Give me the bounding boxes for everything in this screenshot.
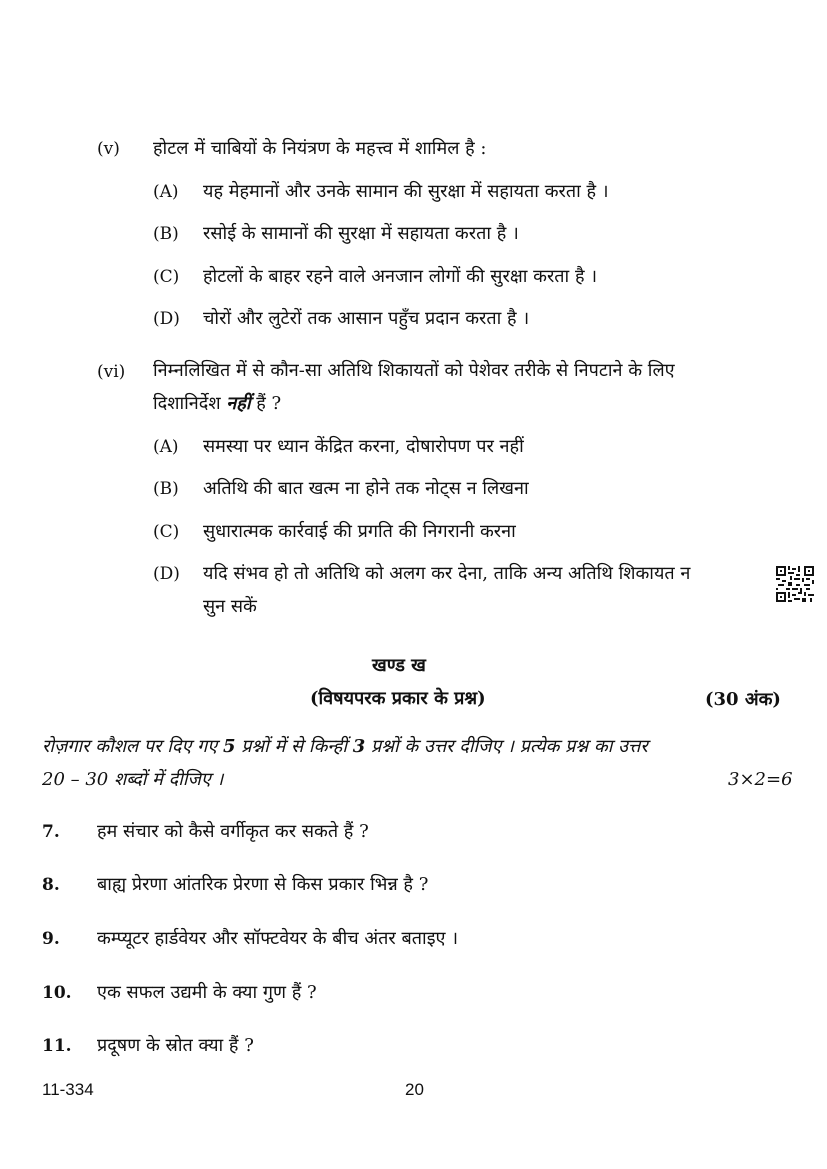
question-number: (vi) [97, 362, 126, 382]
option-text: यदि संभव हो तो अतिथि को अलग कर देना, ताकि अन्य अतिथि शिकायत न [203, 563, 691, 584]
question-number: 11. [42, 1036, 72, 1056]
option-text: चोरों और लुटेरों तक आसान पहुँच प्रदान करता है । [203, 308, 530, 329]
option-label: (A) [153, 182, 179, 202]
option-label: (B) [153, 224, 179, 244]
section-title: खण्ड ख [372, 655, 426, 676]
question-number: 10. [42, 983, 72, 1003]
option-label: (D) [153, 564, 180, 584]
question-text: कम्प्यूटर हार्डवेयर और सॉफ्टवेयर के बीच अंतर बताइए । [97, 928, 459, 949]
question-number: (v) [97, 139, 120, 159]
option-text: होटलों के बाहर रहने वाले अनजान लोगों की सुरक्षा करता है । [203, 266, 598, 287]
page-number: 20 [405, 1080, 424, 1099]
instruction-marks: 3×2=6 [728, 769, 793, 790]
option-text-line2: सुन सकें [203, 596, 257, 617]
instruction-line1 [42, 734, 648, 758]
option-text: अतिथि की बात खत्म ना होने तक नोट्स न लिखना [203, 478, 529, 499]
question-text: बाह्य प्रेरणा आंतरिक प्रेरणा से किस प्रकार भिन्न है ? [97, 874, 429, 895]
option-label: (C) [153, 267, 180, 287]
paper-code: 11-334 [42, 1080, 94, 1099]
question-text: होटल में चाबियों के नियंत्रण के महत्त्व में शामिल है : [153, 138, 487, 159]
question-text: एक सफल उद्यमी के क्या गुण हैं ? [97, 982, 317, 1003]
question-text: प्रदूषण के स्रोत क्या हैं ? [97, 1035, 254, 1056]
question-emphasis: नहीं [226, 393, 251, 414]
instruction-pre: रोज़गार कौशल पर दिए गए [42, 736, 223, 757]
option-text: सुधारात्मक कार्रवाई की प्रगति की निगरानी करना [203, 521, 516, 542]
section-subtitle: (विषयपरक प्रकार के प्रश्न) [310, 688, 486, 709]
question-text-line1: निम्नलिखित में से कौन-सा अतिथि शिकायतों को पेशेवर तरीके से निपटाने के लिए [153, 360, 675, 381]
option-label: (C) [153, 522, 180, 542]
question-number: 8. [42, 875, 60, 895]
option-text: समस्या पर ध्यान केंद्रित करना, दोषारोपण पर नहीं [203, 436, 524, 457]
question-number: 7. [42, 822, 60, 842]
question-text-line2 [153, 391, 281, 415]
question-text: हम संचार को कैसे वर्गीकृत कर सकते हैं ? [97, 821, 369, 842]
question-text-post: हैं ? [250, 393, 282, 414]
question-text-pre: दिशानिर्देश [153, 393, 227, 414]
qr-code-icon [776, 566, 814, 602]
instruction-mid: प्रश्नों में से किन्हीं [235, 736, 353, 757]
question-number: 9. [42, 929, 60, 949]
instruction-post: प्रश्नों के उत्तर दीजिए । प्रत्येक प्रश्न का उत्तर [365, 736, 648, 757]
section-marks: (30 अंक) [705, 689, 781, 710]
option-label: (B) [153, 479, 179, 499]
option-text: रसोई के सामानों की सुरक्षा में सहायता करता है । [203, 223, 519, 244]
instruction-line2: 20 – 30 शब्दों में दीजिए । [42, 769, 224, 790]
option-label: (D) [153, 309, 180, 329]
option-text: यह मेहमानों और उनके सामान की सुरक्षा में सहायता करता है । [203, 181, 609, 202]
option-label: (A) [153, 437, 179, 457]
instruction-count-total: 5 [222, 736, 236, 757]
instruction-count-attempt: 3 [352, 736, 366, 757]
